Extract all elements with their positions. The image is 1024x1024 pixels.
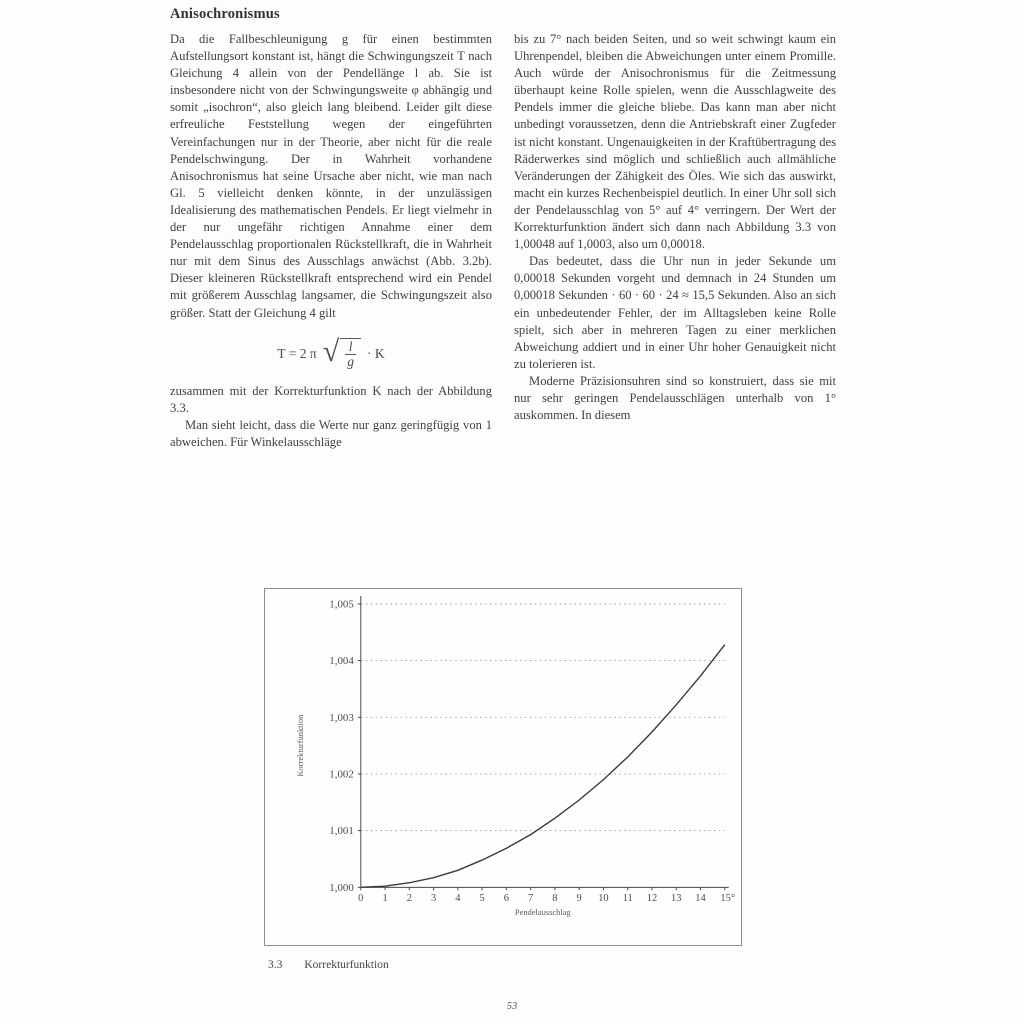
formula-denominator: g bbox=[347, 353, 354, 369]
x-tick-label: 1 bbox=[382, 893, 388, 905]
figure-3-3-frame bbox=[264, 588, 742, 946]
page-title: Anisochronismus bbox=[170, 6, 280, 22]
x-axis-label: Pendelausschlag bbox=[514, 907, 571, 918]
formula-rhs: · K bbox=[366, 345, 385, 361]
page-number: 53 bbox=[506, 1001, 518, 1012]
square-root-icon: √ bbox=[322, 335, 340, 369]
x-tick-label: 15° bbox=[720, 893, 736, 905]
paragraph-3: Man sieht leicht, dass die Werte nur ganz geringfügig von 1 abweichen. Für Winkelausschläge bbox=[170, 418, 492, 450]
x-tick-label: 10 bbox=[598, 893, 609, 905]
x-tick-label: 11 bbox=[622, 893, 633, 905]
x-tick-label: 7 bbox=[528, 893, 534, 905]
y-tick-label: 1,005 bbox=[329, 598, 354, 611]
x-tick-label: 3 bbox=[430, 893, 437, 905]
x-tick-label: 9 bbox=[576, 893, 582, 905]
x-tick-label: 5 bbox=[479, 893, 485, 905]
formula-lhs: T = 2 π bbox=[277, 345, 317, 361]
correction-function-chart bbox=[265, 589, 741, 945]
x-tick-label: 12 bbox=[646, 893, 658, 905]
caption-text: Korrekturfunktion bbox=[304, 959, 389, 971]
paragraph-6: Moderne Präzisionsuhren sind so konstruiert, dass sie mit nur sehr geringen Pendelausschlägen unterhalb von 1° auskommen. In diesem bbox=[514, 373, 836, 423]
caption-number: 3.3 bbox=[268, 959, 283, 971]
x-tick-label: 14 bbox=[695, 893, 706, 905]
x-tick-label: 2 bbox=[406, 893, 412, 905]
paragraph-1: Da die Fallbeschleunigung g für einen bestimmten Aufstellungsort konstant ist, hängt die Schwingungszeit T nach Gleichung 4 allein von der Pendellänge l ab. Sie ist insbesondere nicht von der Schwingungsweite φ abhängig und somit „isochron“, also gleich lang bleibend. Leider gilt diese erfreuliche Feststellung wegen der eingeführten Vereinfachungen nur in der Theorie, aber nicht für die reale Pendelschwingung. Der in Wahrheit vorhandene Anisochronismus hat seine Ursache aber nicht, wie man nach Gl. 5 vielleicht denken könnte, in der unzulässigen Idealisierung des mathematischen Pendels. Er liegt vielmehr in der nur ungefähr richtigen Annahme einer dem Pendelausschlag proportionalen Rückstellkraft, die in Wahrheit nur mit dem Sinus des Ausschlags anwächst (Abb. 3.2b). Dieser kleineren Rückstellkraft entsprechend wird ein Pendel mit größerem Ausschlag langsamer, die Schwingungszeit also größer. Statt der Gleichung 4 gilt bbox=[170, 32, 492, 320]
figure-caption bbox=[268, 959, 389, 971]
paragraph-5: Das bedeutet, dass die Uhr nun in jeder Sekunde um 0,00018 Sekunden vorgeht und demnach in 24 Stunden um 0,00018 Sekunden · 60 · 60 · 24 ≈ 15,5 Sekunden. Also an sich ein unbedeutender Fehler, der im Alltagsleben keine Rolle spielt, sich aber in mehreren Tagen zu einer merklichen Abweichung addiert und in einer Uhr hoher Genauigkeit nicht zu tolerieren ist. bbox=[514, 254, 836, 371]
y-tick-label: 1,003 bbox=[329, 711, 354, 724]
right-column bbox=[514, 31, 836, 424]
correction-curve bbox=[361, 645, 725, 888]
y-tick-label: 1,001 bbox=[329, 825, 354, 838]
x-tick-label: 4 bbox=[455, 893, 461, 905]
formula-fraction bbox=[340, 338, 361, 369]
y-axis-label: Korrekturfunktion bbox=[295, 714, 306, 777]
formula-numerator: l bbox=[348, 338, 353, 354]
y-tick-label: 1,004 bbox=[329, 655, 354, 668]
paragraph-2: zusammen mit der Korrekturfunktion K nach der Abbildung 3.3. bbox=[170, 383, 492, 416]
x-tick-label: 0 bbox=[358, 893, 364, 905]
left-column bbox=[170, 31, 492, 451]
x-tick-label: 13 bbox=[671, 893, 682, 905]
x-tick-label: 8 bbox=[552, 893, 558, 905]
y-tick-label: 1,002 bbox=[329, 768, 354, 781]
x-tick-label: 6 bbox=[503, 893, 509, 905]
y-tick-label: 1,000 bbox=[329, 881, 354, 894]
pendulum-period-formula bbox=[170, 335, 492, 369]
paragraph-4: bis zu 7° nach beiden Seiten, und so weit schwingt kaum ein Uhrenpendel, bleiben die Abweichungen unter einem Promille. Auch würde der Anisochronismus für die Zeitmessung überhaupt keine Rolle spielen, wenn die Ausschlagweite des Pendels immer die gleiche bliebe. Das kann man aber nicht unbedingt voraussetzen, denn die Antriebskraft einer Zugfeder ist nicht konstant. Ungenauigkeiten in der Kraftübertragung des Räderwerkes sind möglich und schließlich auch allmähliche Veränderungen der Zähigkeit des Öles. Wie sich das auswirkt, macht ein kurzes Rechenbeispiel deutlich. In einer Uhr soll sich der Pendelausschlag von 5° auf 4° verringern. Der Wert der Korrekturfunktion ändert sich dann nach Abbildung 3.3 von 1,00048 auf 1,0003, also um 0,00018. bbox=[514, 32, 836, 252]
